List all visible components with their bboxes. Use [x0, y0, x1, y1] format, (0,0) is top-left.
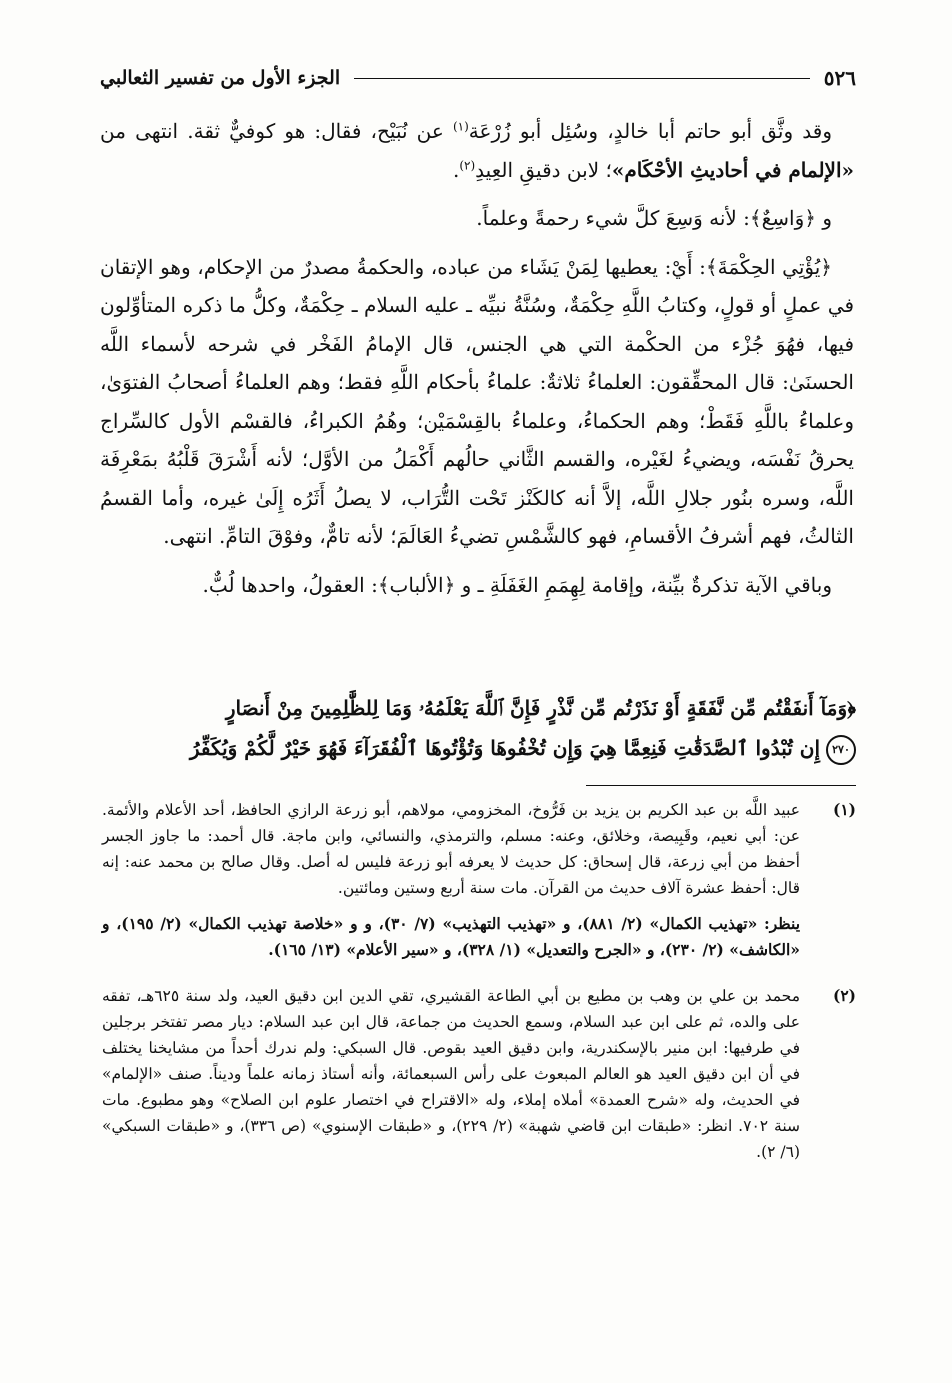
quran-line-2-wrap — [100, 728, 856, 768]
quran-line-2: إِن تُبْدُوا ٱلصَّدَقَٰتِ فَنِعِمَّا هِيَ وَإِن تُخْفُوهَا وَتُؤْتُوهَا ٱلْفُقَرَآءَ فَهُوَ خَيْرٌ لَّكُمْ وَيُكَفِّرُ — [189, 736, 820, 760]
paragraph-1-text-c: ؛ لابن دقيقِ العِيدِ — [475, 157, 612, 182]
footnotes — [102, 797, 856, 1185]
footnote-2-body — [102, 983, 800, 1175]
paragraph-4: وباقي الآية تذكرةٌ بيِّنة، وإقامة لِهِمَمِ الغَفَلَةِ ـ و ﴿الألباب﴾: العقولُ، واحدها لُبٌّ. — [202, 572, 832, 597]
footnote-1-body — [102, 797, 800, 973]
footnote-ref-2[interactable]: (٢) — [459, 157, 476, 172]
paragraph-1-text-a: وقد وثَّق أبو حاتم أبا خالدٍ، وسُئِل أبو زُرْعَة — [468, 119, 832, 143]
paragraph-1-text-b: عن نُبَيْح، فقال: هو كوفيٌّ ثقة. انتهى من — [100, 119, 453, 143]
footnote-ref-1[interactable]: (١) — [452, 119, 469, 134]
footnote-1 — [102, 797, 856, 973]
footnote-1-sources: ينظر: «تهذيب الكمال» (٢/ ٨٨١)، و «تهذيب التهذيب» (٧/ ٣٠)، و و «خلاصة تهذيب الكمال» (٢/ ١٩٥)، و «الكاشف» (٢/ ٢٣٠)، و «الجرح والتعديل» (١/ ٣٢٨)، و «سير الأعلام» (١٣/ ١٦٥). — [102, 914, 801, 959]
quran-verse-block — [100, 688, 856, 768]
footnote-1-number: (١) — [832, 800, 856, 819]
main-text — [100, 112, 854, 614]
paragraph-1-text-d: . — [452, 157, 460, 182]
footnote-2 — [102, 983, 856, 1175]
footnote-separator — [586, 785, 856, 786]
paragraph-2: و ﴿وَاسِعٌ﴾: لأنه وَسِعَ كلَّ شيء رحمةً وعلماً. — [476, 206, 832, 230]
running-title: الجزء الأول من تفسير الثعالبي — [100, 67, 341, 89]
paragraph-3: ﴿يُؤْتِي الحِكْمَةَ﴾: أَيْ: يعطيها لِمَنْ يَشَاء من عباده، والحكمةُ مصدرٌ من الإحكام، وهو الإتقان في عملٍ أو قولٍ، وكتابُ اللَّهِ حِكْمَةٌ، وسُنَّةُ نبيِّه ـ عليه السلام ـ حِكْمَةٌ، وكلُّ ما ذكره المتأوِّلون فيها، فهُوَ جُزْء من الحكْمة التي هي الجنس، قال الإمامُ الفَخْر في شرحه لأسماء اللَّه الحسنَىٰ: قال المحقِّقون: العلماءُ ثلاثةٌ: علماءُ بأحكام اللَّهِ فقط؛ وهم العلماءُ أصحابُ الفتوَىٰ، وعلماءُ باللَّهِ فَقَطْ؛ وهم الحكماءُ، وعلماءُ بالقِسْمَيْن؛ وهُمُ الكبراءُ، فالقسْم الأول كالسِّراج يحرقُ نَفْسَه، ويضيءُ لغَيْره، والقسم الثَّاني حالُهم أَكْمَلُ من الأوَّل؛ لأنه أَشْرَقَ قَلْبُهُ بمَعْرِفَة اللَّه، وسره بنُور جلالِ اللَّه، إلاَّ أنه كالكَنْز تَحْت التُّرَاب، لا يصلُ أَثَرُه إِلَىٰ غيره، وأما القسمُ الثالثُ، فهم أشرفُ الأقسامِ، فهو كالشَّمْسِ تضيءُ العَالَمَ؛ لأنه تامٌّ، وفوْقَ التامِّ. انتهى. — [100, 254, 854, 548]
verse-number-marker: ٢٧٠ — [826, 735, 856, 765]
paragraph-1 — [100, 112, 854, 189]
page-header — [100, 58, 856, 98]
footnote-2-bio: محمد بن علي بن وهب بن مطيع بن أبي الطاعة القشيري، تقي الدين ابن دقيق العيد، ولد سنة ٦٢٥هـ، تفقه على والده، ثم على ابن عبد السلام، وسمع الحديث من جماعة، قال ابن عبد السلام: ديار مصر تفتخر برجلين في طرفيها: ابن منير بالإسكندرية، وابن دقيق العيد بقوص. قال السبكي: ولم ندرك أحداً من مشايخنا يختلف في أن ابن دقيق العيد هو العالم المبعوث على رأس السبعمائة، وأنه أستاذ زمانه علماً وديناً. صنف «الإلمام» في الحديث، وله «شرح العمدة» أملاه إملاء، وله «الاقتراح في اختصار علوم ابن الصلاح» وهو مطبوع. مات سنة ٧٠٢. انظر: «طبقات ابن قاضي شهبة» (٢/ ٢٢٩)، و «طبقات الإسنوي» (ص ٣٣٦)، و «طبقات السبكي» (٦/ ٢). — [102, 987, 800, 1161]
quran-line-1: ﴿وَمَآ أَنفَقْتُم مِّن نَّفَقَةٍ أَوْ نَذَرْتُم مِّن نَّذْرٍ فَإِنَّ ٱللَّهَ يَعْلَمُهُۥ وَمَا لِلظَّٰلِمِينَ مِنْ أَنصَارٍ — [225, 696, 856, 720]
book-title-ilmam: «الإلمام في أحاديثِ الأحْكَام» — [611, 157, 854, 182]
header-rule — [354, 78, 810, 79]
footnote-2-number: (٢) — [832, 986, 856, 1005]
footnote-1-bio: عبيد اللَّه بن عبد الكريم بن يزيد بن فَرُّوخ، المخزومي، مولاهم، أبو زرعة الرازي الحافظ، أحد الأعلام والأئمة. عن: أبي نعيم، وقَبِيصة، وخلائق، وعنه: مسلم، والترمذي، والنسائي، وابن ماجة. قال أحمد: ما جاوز الجسر أحفظ من أبي زرعة، قال إسحاق: كل حديث لا يعرفه أبو زرعة فليس له أصل. وقال صالح بن محمد عنه: إنه قال: أحفظ عشرة آلاف حديث من القرآن. مات سنة أربع وستين ومائتين. — [102, 801, 800, 897]
page-number: ٥٢٦ — [823, 66, 856, 90]
